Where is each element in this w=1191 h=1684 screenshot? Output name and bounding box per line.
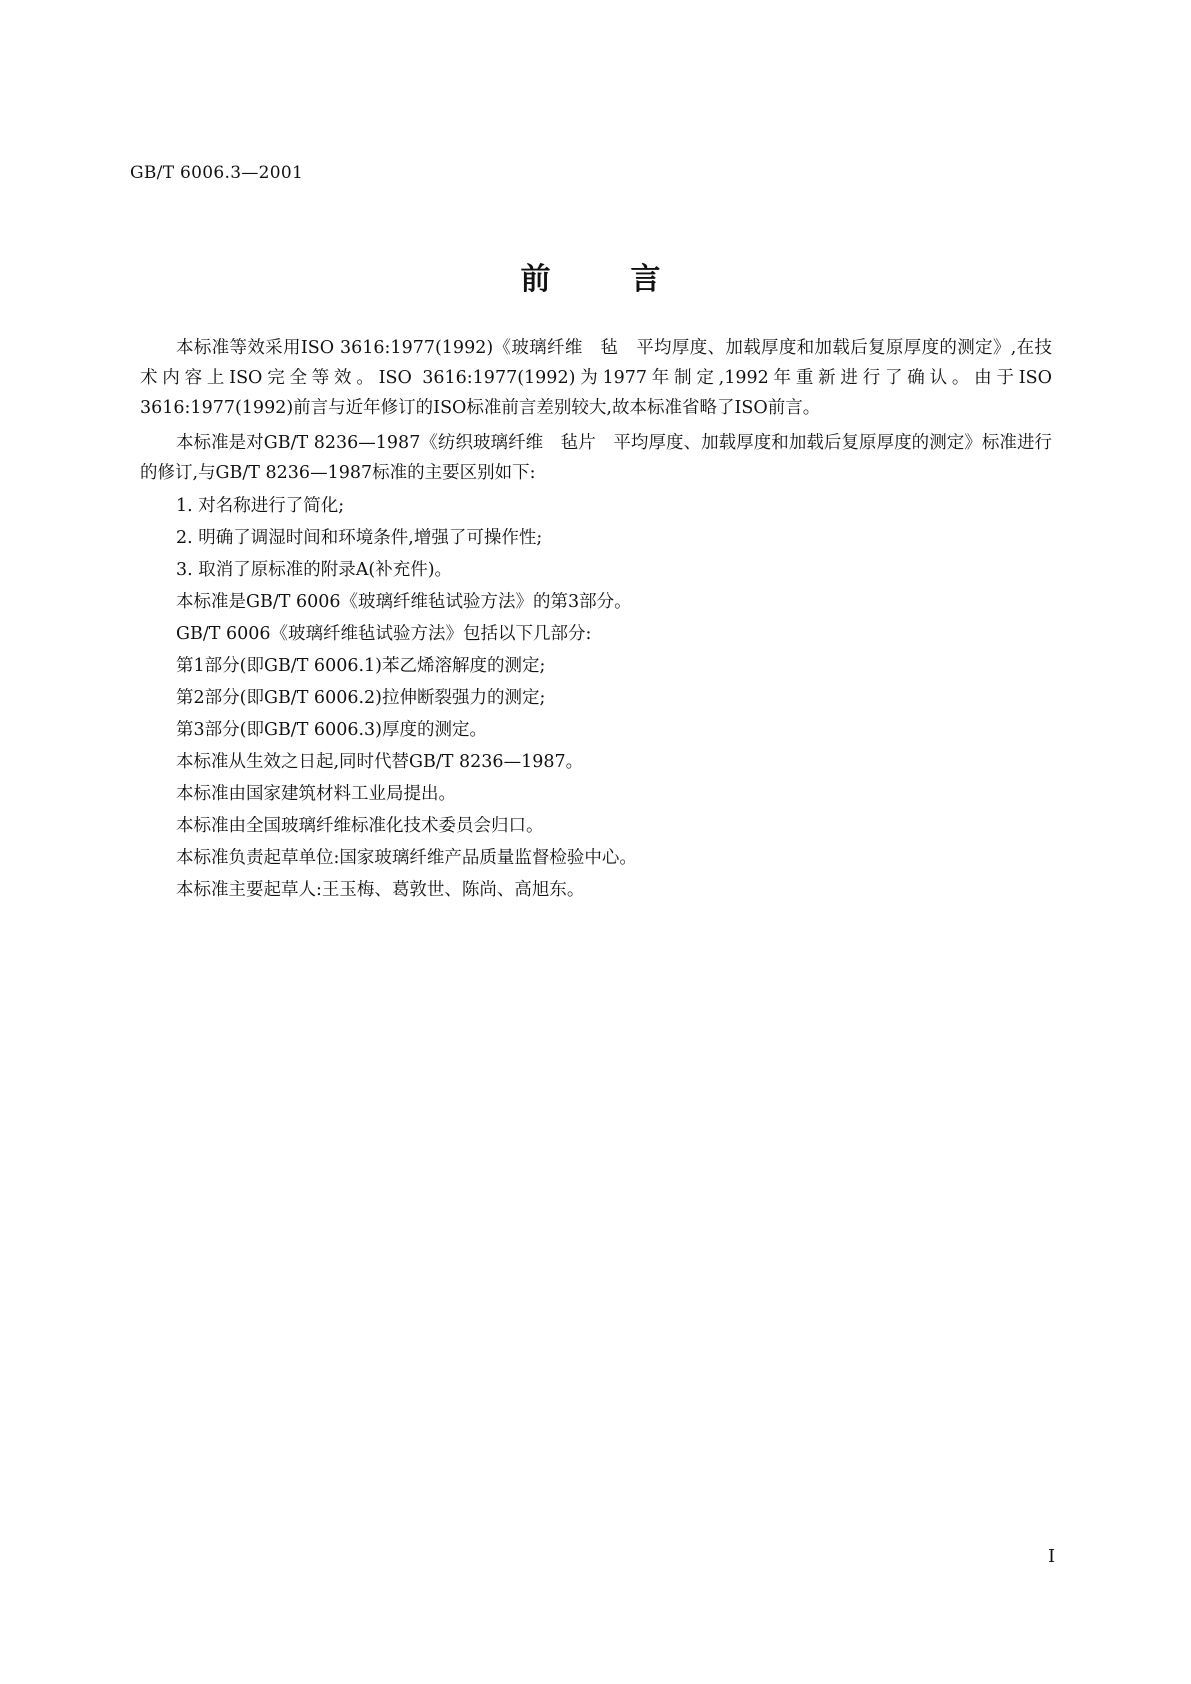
list-item-part-1: 第1部分(即GB/T 6006.1)苯乙烯溶解度的测定; — [176, 656, 546, 676]
list-item-part-2: 第2部分(即GB/T 6006.2)拉伸断裂强力的测定; — [176, 688, 546, 708]
page-number: I — [1048, 1546, 1056, 1567]
paragraph-revision: 本标准是对GB/T 8236—1987《纺织玻璃纤维 毡片 平均厚度、加载厚度和加载后复原厚度的测定》标准进行的修订,与GB/T 8236—1987标准的主要区别如下: — [140, 433, 1052, 483]
statement-series-parts: GB/T 6006《玻璃纤维毡试验方法》包括以下几部分: — [176, 624, 592, 644]
statement-drafters: 本标准主要起草人:王玉梅、葛敦世、陈尚、高旭东。 — [176, 880, 585, 900]
statement-drafting-unit: 本标准负责起草单位:国家玻璃纤维产品质量监督检验中心。 — [176, 848, 637, 868]
list-item-part-3: 第3部分(即GB/T 6006.3)厚度的测定。 — [176, 720, 487, 740]
list-item-differences-2: 2. 明确了调湿时间和环境条件,增强了可操作性; — [176, 528, 543, 548]
preface-body — [140, 333, 1052, 907]
statement-replacement: 本标准从生效之日起,同时代替GB/T 8236—1987。 — [176, 752, 584, 772]
statement-proposer: 本标准由国家建筑材料工业局提出。 — [176, 784, 456, 804]
document-code: GB/T 6006.3—2001 — [130, 163, 304, 183]
page-title: 前言 — [520, 262, 741, 297]
list-item-differences-1: 1. 对名称进行了简化; — [176, 496, 345, 516]
statement-committee: 本标准由全国玻璃纤维标准化技术委员会归口。 — [176, 816, 544, 836]
paragraph-equivalence: 本标准等效采用ISO 3616:1977(1992)《玻璃纤维 毡 平均厚度、加载厚度和加载后复原厚度的测定》,在技术内容上ISO完全等效。ISO 3616:1977(1992)为1977年制定,1992年重新进行了确认。由于ISO 3616:1977(1992)前言与近年修订的ISO标准前言差别较大,故本标准省略了ISO前言。 — [140, 338, 1052, 418]
list-item-differences-3: 3. 取消了原标准的附录A(补充件)。 — [176, 560, 453, 580]
statement-part-of-series: 本标准是GB/T 6006《玻璃纤维毡试验方法》的第3部分。 — [176, 592, 632, 612]
